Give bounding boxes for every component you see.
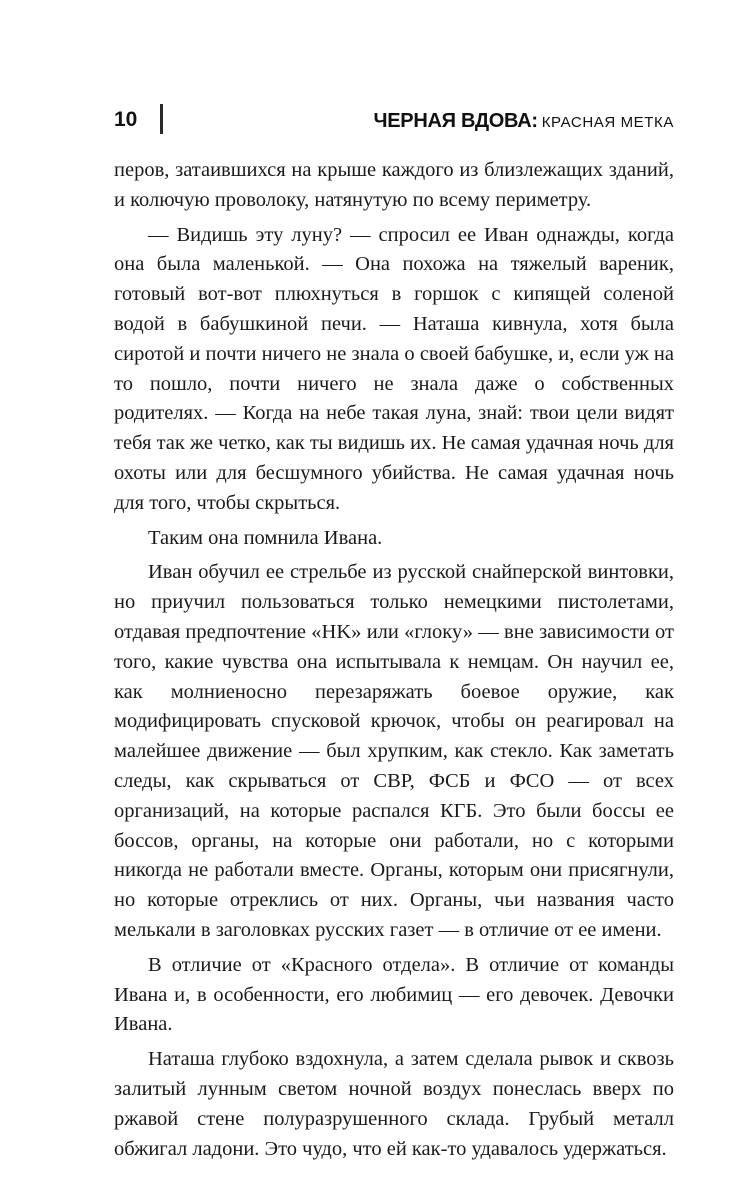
paragraph: перов, затаившихся на крыше каждого из близлежащих зданий, и колючую проволоку, натянутую по всему периметру. <box>114 159 674 211</box>
paragraph: Наташа глубоко вздохнула, а затем сделала рывок и сквозь залитый лунным светом ночной воздух понеслась вверх по ржавой стене полуразрушенного склада. Грубый металл обжигал ладони. Это чудо, что ей как-то удавалось удержаться. <box>114 1048 674 1160</box>
paragraph: Таким она помнила Ивана. <box>148 526 383 549</box>
paragraph: — Видишь эту луну? — спросил ее Иван однажды, когда она была маленькой. — Она похожа на тяжелый вареник, готовый вот-вот плюхнуться в горшок с кипящей соленой водой в бабушкиной печи. — Наташа кивнула, хотя была сиротой и почти ничего не знала о своей бабушке, и, если уж на то пошло, почти ничего не знала даже о собственных родителях. — Когда на небе такая луна, знай: твои цели видят тебя так же четко, как ты видишь их. Не самая удачная ночь для охоты или для бесшумного убийства. Не самая удачная ночь для того, чтобы скрыться. <box>114 223 674 514</box>
page-body <box>114 156 674 1169</box>
page-number: 10 <box>114 108 138 131</box>
paragraph: Иван обучил ее стрельбе из русской снайперской винтовки, но приучил пользоваться только немецкими пистолетами, отдавая предпочтение «HK» или «глоку» — вне зависимости от того, какие чувства она испытывала к немцам. Он научил ее, как молниеносно перезаряжать боевое оружие, как модифицировать спусковой крючок, чтобы он реагировал на малейшее движение — был хрупким, как стекло. Как заметать следы, как скрываться от СВР, ФСБ и ФСО — от всех организаций, на которые распался КГБ. Это были боссы ее боссов, органы, на которые они работали, но с которыми никогда не работали вместе. Органы, которым они присягнули, но которые отреклись от них. Органы, чьи названия часто мелькали в заголовках русских газет — в отличие от ее имени. <box>114 561 674 941</box>
book-title-subtitle: КРАСНАЯ МЕТКА <box>541 114 674 131</box>
paragraph: В отличие от «Красного отдела». В отличие от команды Ивана и, в особенности, его любимиц — его девочек. Девочки Ивана. <box>114 953 674 1036</box>
running-head <box>114 104 674 138</box>
header-divider <box>160 104 163 134</box>
book-title-main: ЧЕРНАЯ ВДОВА: <box>373 110 538 132</box>
book-title <box>374 110 674 134</box>
